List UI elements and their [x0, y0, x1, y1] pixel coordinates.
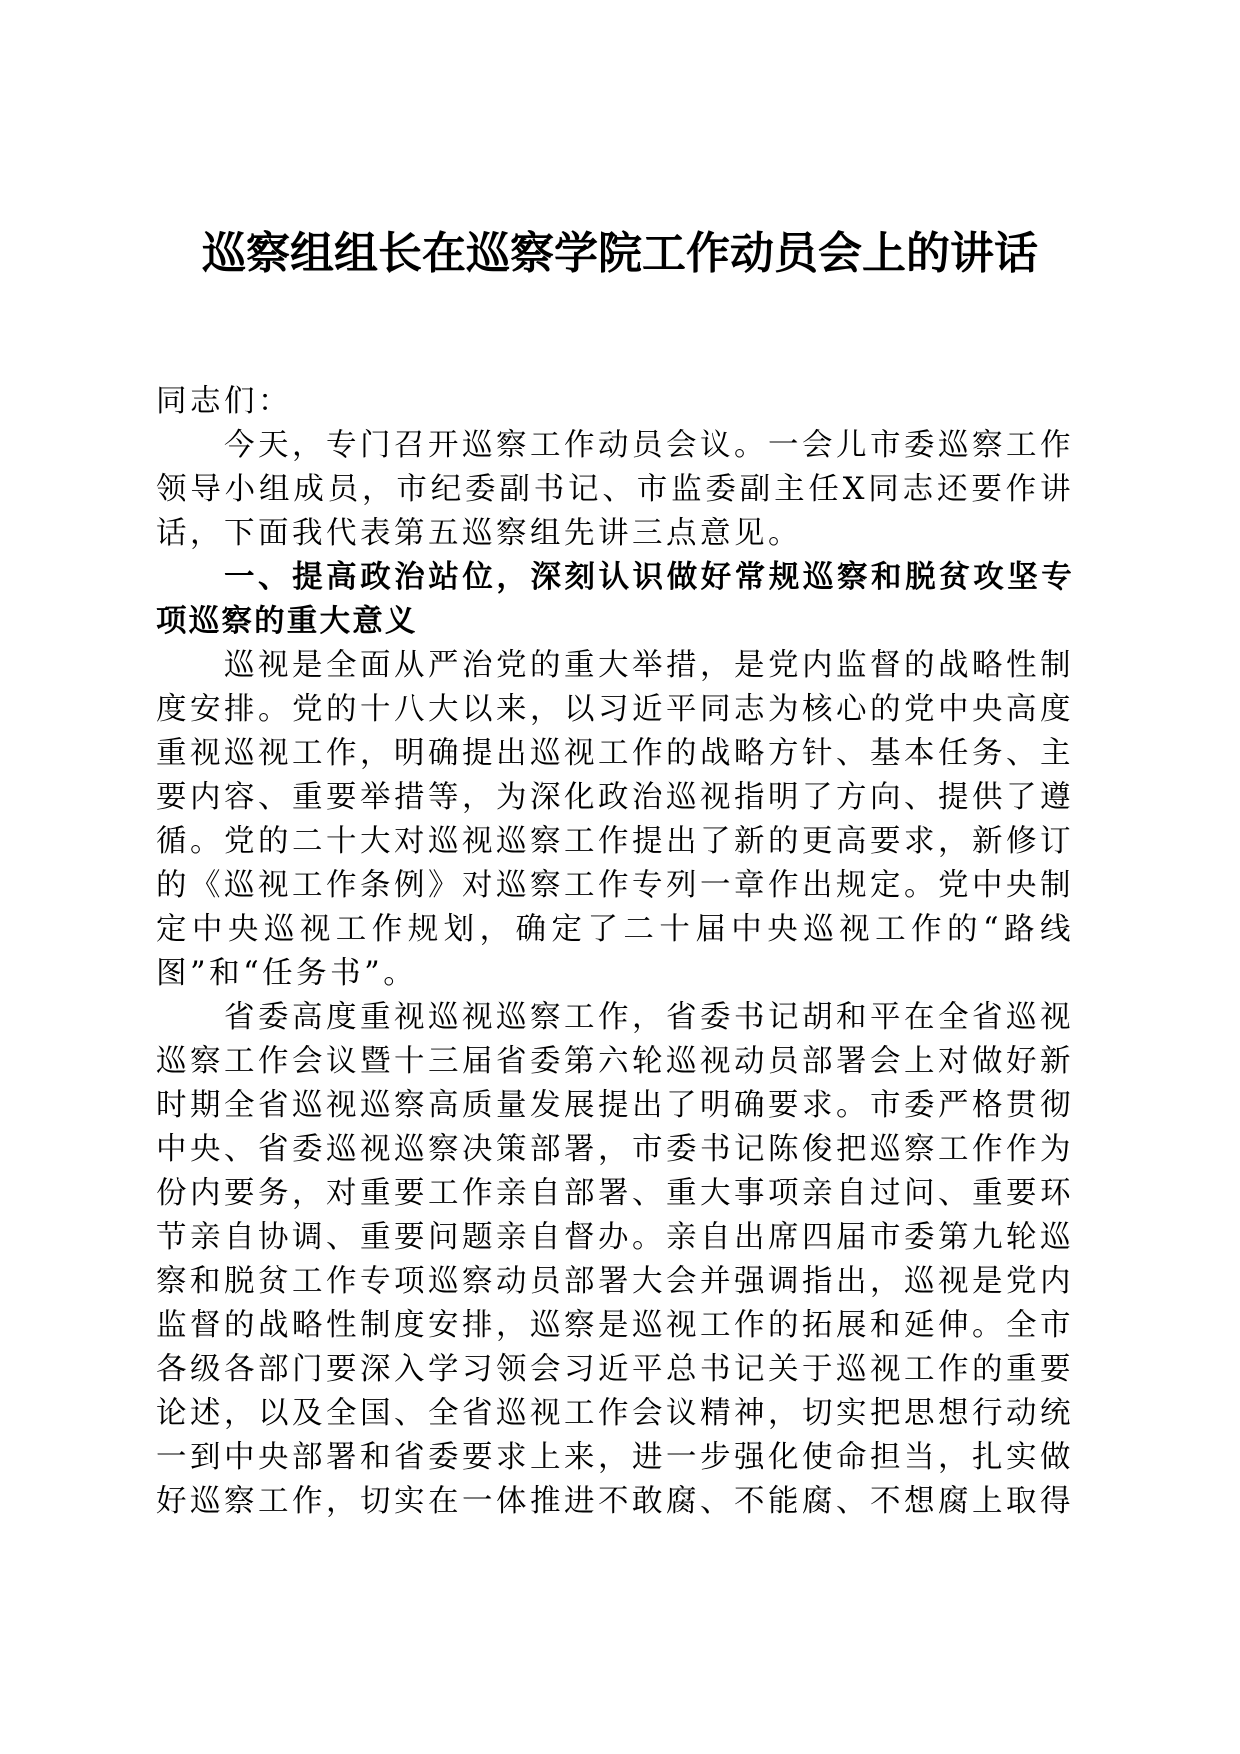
document-body: [156, 380, 1074, 1524]
paragraph-inspection-significance: 巡视是全面从严治党的重大举措，是党内监督的战略性制度安排。党的十八大以来，以习近平同志为核心的党中央高度重视巡视工作，明确提出巡视工作的战略方针、基本任务、主要内容、重要举措等，为深化政治巡视指明了方向、提供了遵循。党的二十大对巡视巡察工作提出了新的更高要求，新修订的《巡视工作条例》对巡察工作专列一章作出规定。党中央制定中央巡视工作规划，确定了二十届中央巡视工作的“路线图”和“任务书”。: [156, 648, 1074, 991]
section-heading-1: 一、提高政治站位，深刻认识做好常规巡察和脱贫攻坚专项巡察的重大意义: [156, 560, 1074, 639]
document-title: 巡察组组长在巡察学院工作动员会上的讲话: [202, 228, 1038, 279]
paragraph-opening: 今天，专门召开巡察工作动员会议。一会儿市委巡察工作领导小组成员，市纪委副书记、市监委副主任X同志还要作讲话，下面我代表第五巡察组先讲三点意见。: [156, 428, 1074, 551]
paragraph-provincial-requirements: 省委高度重视巡视巡察工作，省委书记胡和平在全省巡视巡察工作会议暨十三届省委第六轮巡视动员部署会上对做好新时期全省巡视巡察高质量发展提出了明确要求。市委严格贯彻中央、省委巡视巡察决策部署，市委书记陈俊把巡察工作作为份内要务，对重要工作亲自部署、重大事项亲自过问、重要环节亲自协调、重要问题亲自督办。亲自出席四届市委第九轮巡察和脱贫工作专项巡察动员部署大会并强调指出，巡视是党内监督的战略性制度安排，巡察是巡视工作的拓展和延伸。全市各级各部门要深入学习领会习近平总书记关于巡视工作的重要论述，以及全国、全省巡视工作会议精神，切实把思想行动统一到中央部署和省委要求上来，进一步强化使命担当，扎实做好巡察工作，切实在一体推进不敢腐、不能腐、不想腐上取得: [156, 1000, 1074, 1519]
salutation: 同志们：: [156, 384, 292, 419]
